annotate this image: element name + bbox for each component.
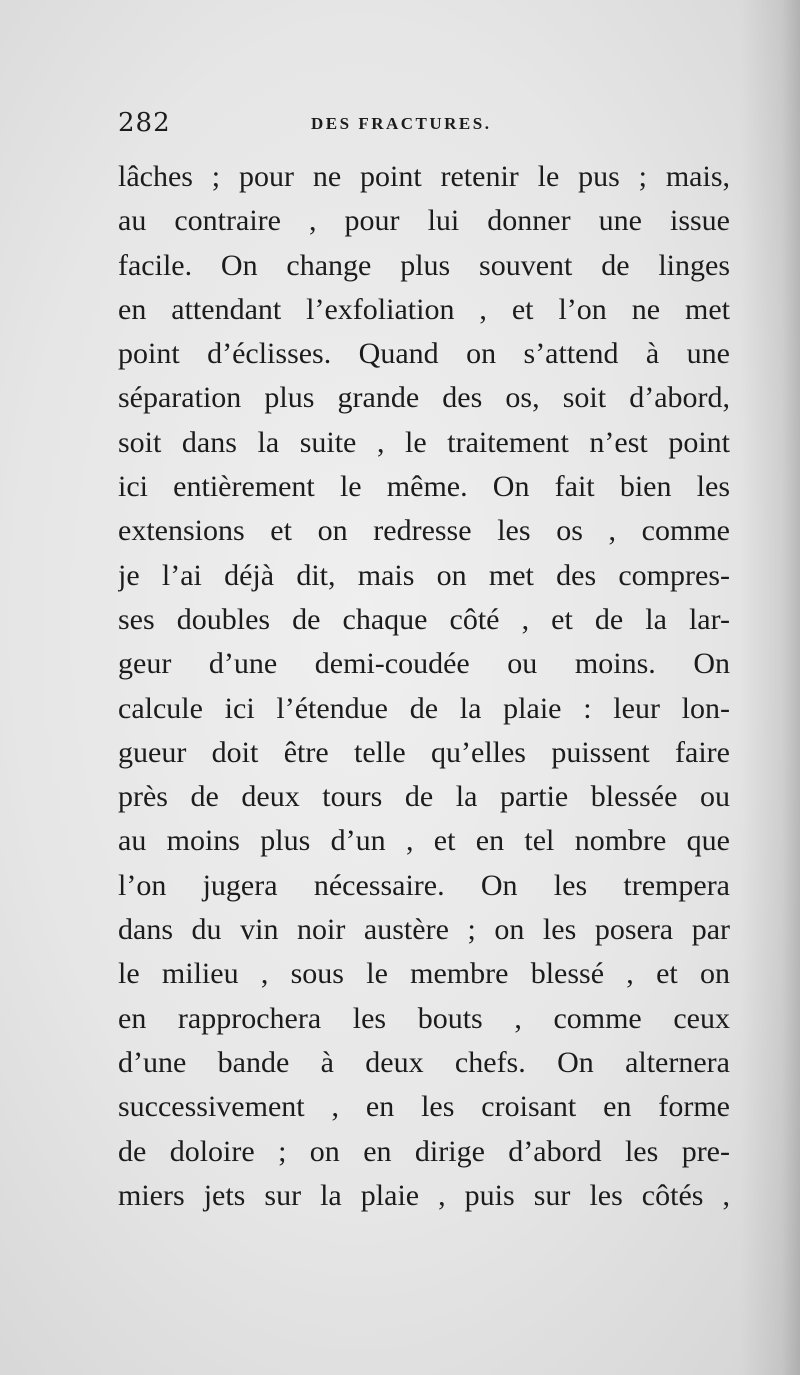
text-line: successivement , en les croisant en forme [118,1090,730,1124]
page-header [118,108,730,148]
text-line: point d’éclisses. Quand on s’attend à une [118,337,730,371]
text-line: en rapprochera les bouts , comme ceux [118,1001,730,1035]
text-line: je l’ai déjà dit, mais on met des compres- [118,558,730,592]
page-number: 282 [118,108,171,138]
body-text [118,155,730,1218]
text-line: l’on jugera nécessaire. On les trempera [118,868,730,902]
text-line: au moins plus d’un , et en tel nombre que [118,824,730,858]
text-line: ici entièrement le même. On fait bien les [118,470,730,504]
text-line: près de deux tours de la partie blessée ou [118,780,730,814]
running-head: DES FRACTURES. [311,114,492,133]
text-line: ses doubles de chaque côté , et de la lar- [118,602,730,636]
text-line: en attendant l’exfoliation , et l’on ne met [118,292,730,326]
text-line: gueur doit être telle qu’elles puissent faire [118,735,730,769]
text-line: d’une bande à deux chefs. On alternera [118,1045,730,1079]
text-line: lâches ; pour ne point retenir le pus ; mais, [118,160,730,193]
text-line: geur d’une demi-coudée ou moins. On [118,647,730,681]
text-line: le milieu , sous le membre blessé , et on [118,957,730,991]
text-line: au contraire , pour lui donner une issue [118,204,730,238]
text-line: dans du vin noir austère ; on les posera par [118,913,730,947]
text-line: miers jets sur la plaie , puis sur les côtés , [118,1178,730,1212]
text-line: calcule ici l’étendue de la plaie : leur lon- [118,691,730,725]
text-line: séparation plus grande des os, soit d’abord, [118,381,730,415]
text-line: extensions et on redresse les os , comme [118,514,730,548]
text-line: facile. On change plus souvent de linges [118,248,730,282]
text-line: soit dans la suite , le traitement n’est point [118,425,730,459]
page-edge-shadow [740,0,800,1375]
text-line: de doloire ; on en dirige d’abord les pre- [118,1134,730,1168]
